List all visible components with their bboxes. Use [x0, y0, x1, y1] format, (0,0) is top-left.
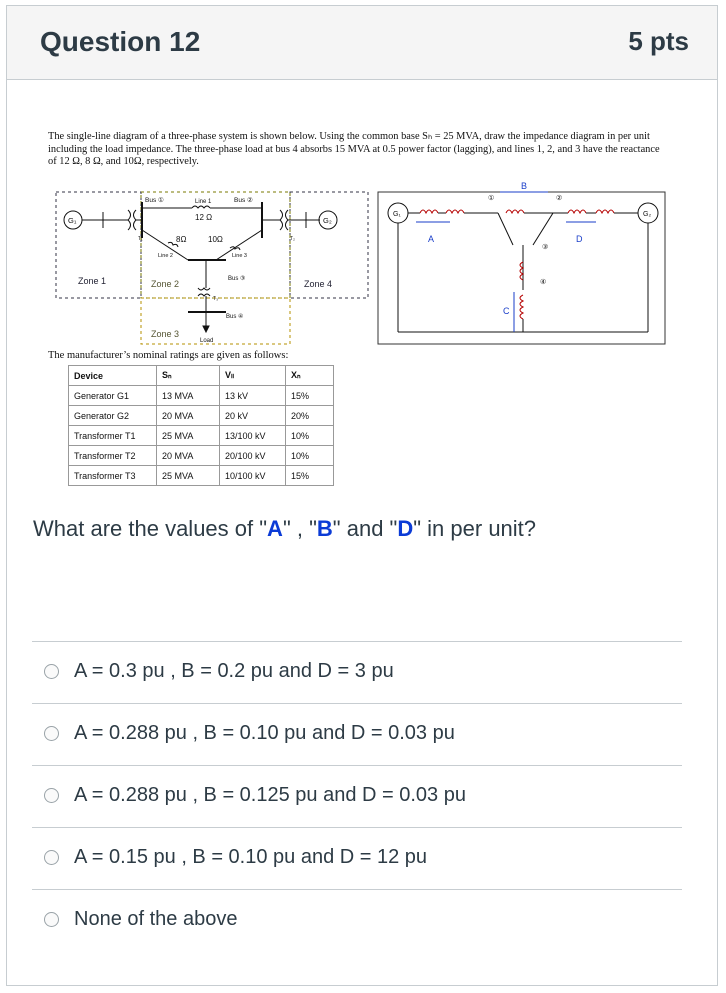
line2-x: 8Ω: [176, 235, 187, 244]
header-sn: Sₙ: [157, 366, 220, 386]
question-title: Question 12: [40, 26, 201, 57]
table-row: [69, 426, 334, 446]
answer-text[interactable]: A = 0.15 pu , B = 0.10 pu and D = 12 pu: [74, 846, 428, 868]
vll-cell: 10/100 kV: [220, 466, 286, 486]
g1-label: G₁: [68, 216, 77, 225]
xn-cell: 20%: [286, 406, 334, 426]
device-cell: Transformer T1: [69, 426, 157, 446]
answer-option-4[interactable]: [32, 827, 682, 889]
answer-text[interactable]: A = 0.3 pu , B = 0.2 pu and D = 3 pu: [74, 660, 394, 682]
zone1-label: Zone 1: [78, 276, 107, 286]
question-prompt: [33, 516, 536, 542]
load-arrow: [203, 326, 209, 332]
vll-cell: 20 kV: [220, 406, 286, 426]
header-device: Device: [69, 366, 157, 386]
line1-label: Line 1: [195, 199, 212, 205]
single-line-labels: [68, 196, 332, 344]
prompt-mid2: " and ": [332, 516, 398, 541]
impedance-frame: [378, 192, 665, 344]
ratings-intro: The manufacturer’s nominal ratings are given as follows:: [48, 350, 289, 361]
device-cell: Transformer T3: [69, 466, 157, 486]
node3-label: ③: [542, 244, 549, 251]
answer-option-2[interactable]: [32, 703, 682, 765]
t1-transformer: [128, 210, 136, 230]
prompt-mid1: " , ": [282, 516, 317, 541]
device-cell: Transformer T2: [69, 446, 157, 466]
line1-x: 12 Ω: [195, 213, 213, 222]
sn-cell: 25 MVA: [157, 466, 220, 486]
t3-label: T₃: [213, 296, 219, 302]
prompt-var-a: A: [267, 516, 283, 541]
t3-transformer: [198, 288, 210, 296]
prompt-prefix: What are the values of ": [33, 516, 268, 541]
answer-option-3[interactable]: [32, 765, 682, 827]
sn-cell: 13 MVA: [157, 386, 220, 406]
device-cell: Generator G1: [69, 386, 157, 406]
node1-label: ①: [488, 195, 495, 202]
impedance-diagram: [378, 192, 665, 344]
t2-label: T₂: [290, 236, 295, 242]
t2-transformer: [280, 210, 288, 230]
xn-cell: 10%: [286, 426, 334, 446]
table-row: [69, 386, 334, 406]
sn-cell: 20 MVA: [157, 406, 220, 426]
prompt-suffix: " in per unit?: [413, 516, 537, 541]
header-xn: Xₙ: [286, 366, 334, 386]
vll-cell: 20/100 kV: [220, 446, 286, 466]
bus4-label: Bus ④: [226, 314, 244, 320]
load-label: Load: [200, 338, 214, 344]
radio-button[interactable]: [44, 850, 59, 865]
radio-button[interactable]: [44, 788, 59, 803]
header-vll: Vₗₗ: [220, 366, 286, 386]
vll-cell: 13 kV: [220, 386, 286, 406]
label-c: C: [503, 306, 510, 316]
radio-button[interactable]: [44, 664, 59, 679]
label-d: D: [576, 234, 583, 244]
line3-label: Line 3: [232, 253, 247, 259]
t1-label: T₁: [138, 236, 143, 242]
xn-cell: 10%: [286, 446, 334, 466]
sn-cell: 25 MVA: [157, 426, 220, 446]
radio-button[interactable]: [44, 726, 59, 741]
xn-cell: 15%: [286, 386, 334, 406]
prompt-var-b: B: [316, 516, 333, 541]
circuit-figure: [48, 180, 668, 350]
ratings-table: [68, 365, 334, 486]
answer-text[interactable]: A = 0.288 pu , B = 0.125 pu and D = 0.03 pu: [74, 784, 466, 806]
answer-list: [32, 641, 682, 951]
ratings-header-row: [69, 366, 334, 386]
question-header: [7, 6, 717, 80]
table-row: [69, 466, 334, 486]
g2-label: G₂: [323, 216, 332, 225]
radio-button[interactable]: [44, 912, 59, 927]
answer-text[interactable]: A = 0.288 pu , B = 0.10 pu and D = 0.03 pu: [74, 722, 455, 744]
answer-text[interactable]: None of the above: [74, 908, 238, 930]
label-b: B: [521, 181, 528, 191]
bus1-label: Bus ①: [145, 197, 164, 204]
imp-g1-label: G₁: [393, 211, 401, 218]
zone3-label: Zone 3: [151, 329, 180, 339]
table-row: [69, 446, 334, 466]
imp-g2-label: G₂: [643, 211, 652, 218]
vll-cell: 13/100 kV: [220, 426, 286, 446]
question-points: 5 pts: [628, 26, 689, 56]
zone2-label: Zone 2: [151, 279, 180, 289]
line2-label: Line 2: [158, 253, 173, 259]
bus2-label: Bus ②: [234, 197, 253, 204]
answer-option-1[interactable]: [32, 641, 682, 703]
xn-cell: 15%: [286, 466, 334, 486]
sn-cell: 20 MVA: [157, 446, 220, 466]
prompt-var-d: D: [397, 516, 414, 541]
answer-option-5[interactable]: [32, 889, 682, 951]
bus3-label: Bus ③: [228, 276, 246, 282]
problem-statement: The single-line diagram of a three-phase system is shown below. Using the common base Sₕ = 25 MVA, draw the impedance diagram in per unit including the load impedance. The three-phase load at bus 4 absorbs 15 MVA at 0.5 power factor (lagging), and lines 1, 2, and 3 have the reactance of 12 Ω, 8 Ω, and 10Ω, respectively.: [48, 131, 660, 168]
line3-x: 10Ω: [208, 235, 223, 244]
label-a: A: [428, 234, 435, 244]
node4-label: ④: [540, 279, 547, 286]
zone4-label: Zone 4: [304, 279, 333, 289]
node2-label: ②: [556, 195, 563, 202]
device-cell: Generator G2: [69, 406, 157, 426]
table-row: [69, 406, 334, 426]
